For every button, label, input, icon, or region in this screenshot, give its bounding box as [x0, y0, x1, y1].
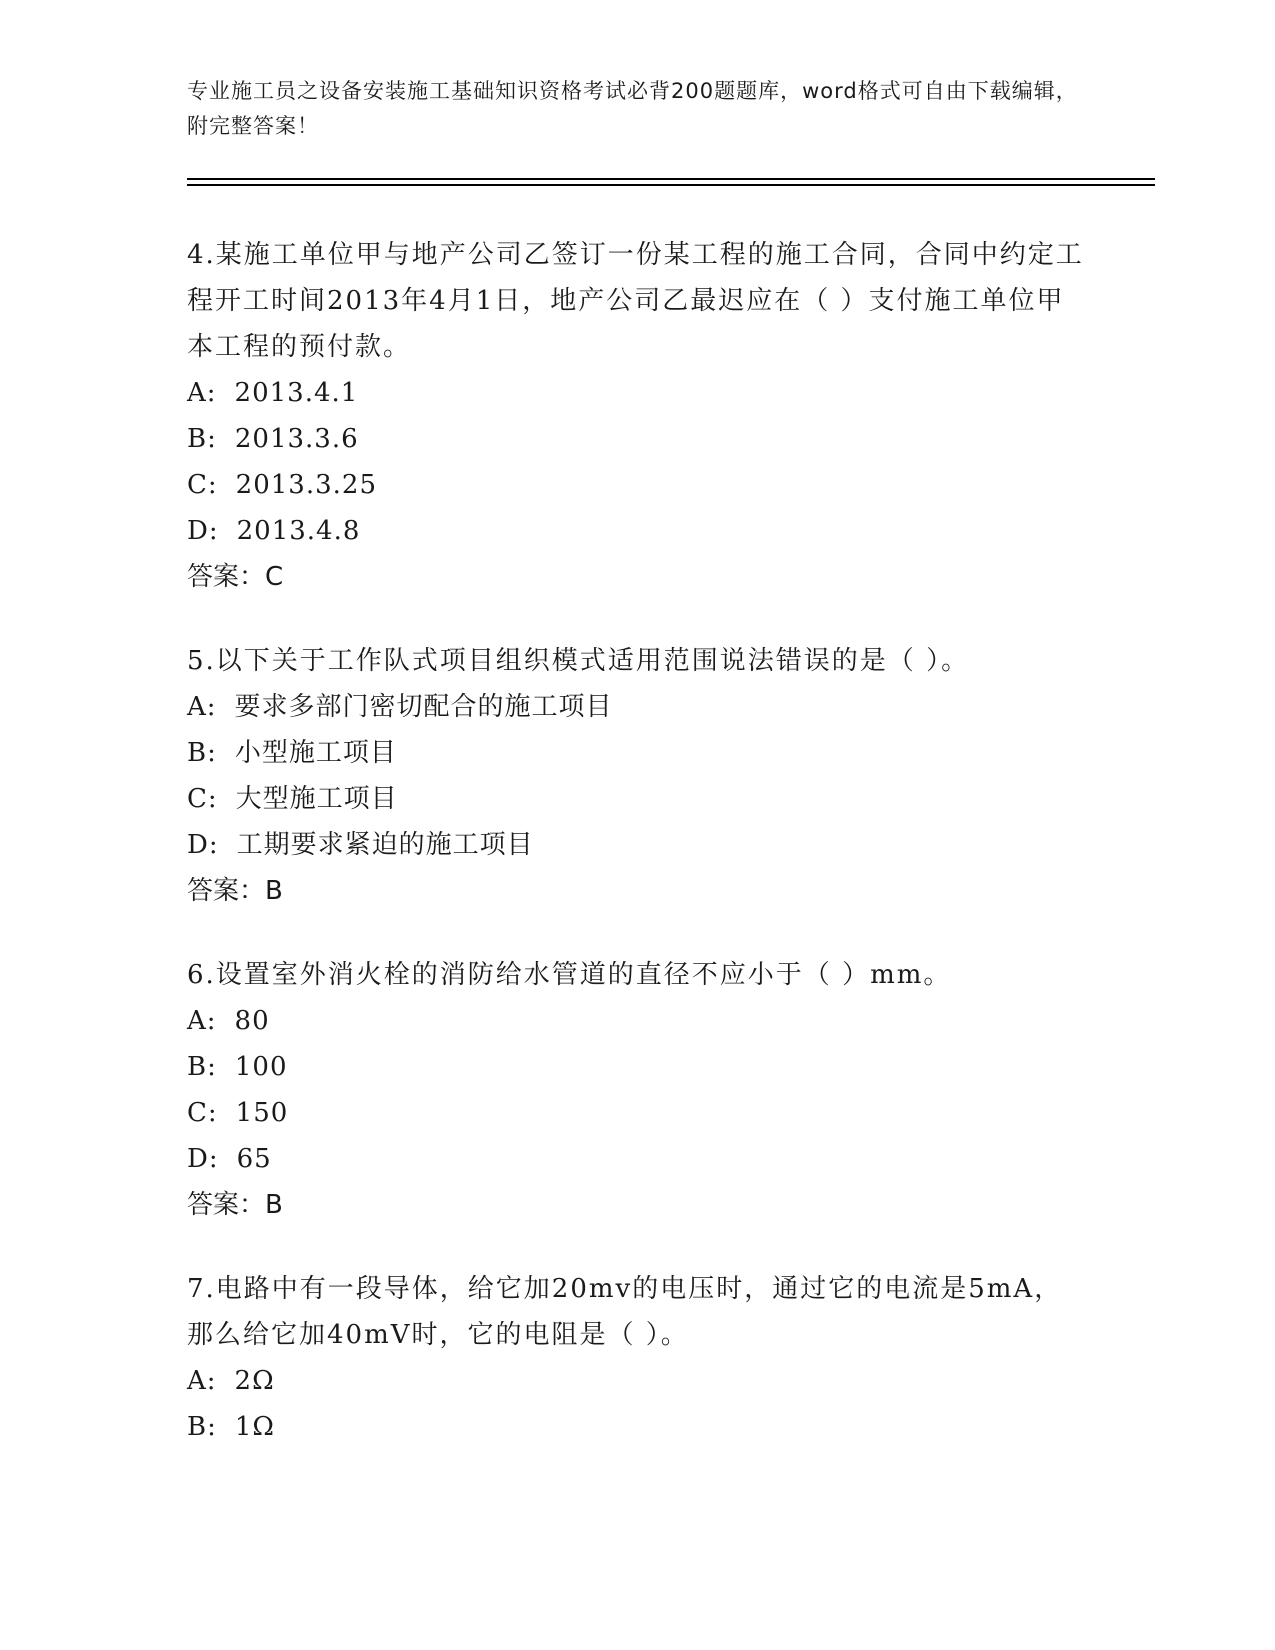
answer-line: 答案：B [187, 1190, 283, 1220]
option-d [187, 1136, 1087, 1182]
option-text: 80 [234, 1006, 270, 1036]
option-letter: C: [187, 1098, 218, 1128]
option-text: 100 [234, 1052, 288, 1082]
option-a [187, 370, 1087, 416]
option-text: 大型施工项目 [235, 784, 398, 814]
option-letter: B: [187, 1412, 217, 1442]
option-d [187, 508, 1087, 554]
question-text: 5.以下关于工作队式项目组织模式适用范围说法错误的是（ ）。 [187, 646, 970, 676]
option-letter: B: [187, 424, 217, 454]
option-text: 150 [235, 1098, 289, 1128]
option-b [187, 1404, 1087, 1450]
option-letter: B: [187, 1052, 217, 1082]
option-b [187, 730, 1087, 776]
option-text: 65 [236, 1144, 272, 1174]
option-letter: C: [187, 784, 218, 814]
option-text: 工期要求紧迫的施工项目 [236, 830, 534, 860]
option-text: 2Ω [234, 1366, 275, 1396]
header-divider-top [187, 178, 1155, 180]
option-letter: D: [187, 516, 219, 546]
option-a [187, 684, 1087, 730]
header-divider-bottom [187, 184, 1155, 186]
option-c [187, 1090, 1087, 1136]
option-d [187, 822, 1087, 868]
option-a [187, 1358, 1087, 1404]
option-text: 2013.3.25 [235, 470, 377, 500]
document-header: 专业施工员之设备安装施工基础知识资格考试必背200题题库，word格式可自由下载编辑，附完整答案！ [187, 79, 1078, 138]
option-text: 2013.4.8 [236, 516, 361, 546]
option-letter: A: [187, 378, 217, 408]
option-b [187, 416, 1087, 462]
question-5 [187, 638, 1087, 914]
option-text: 2013.4.1 [234, 378, 359, 408]
option-text: 1Ω [234, 1412, 275, 1442]
option-letter: A: [187, 1006, 217, 1036]
question-text: 4.某施工单位甲与地产公司乙签订一份某工程的施工合同，合同中约定工程开工时间2013年4月1日，地产公司乙最迟应在（ ）支付施工单位甲本工程的预付款。 [187, 240, 1084, 362]
option-text: 2013.3.6 [234, 424, 359, 454]
question-7 [187, 1266, 1087, 1450]
option-text: 要求多部门密切配合的施工项目 [234, 692, 613, 722]
option-letter: A: [187, 1366, 217, 1396]
option-letter: B: [187, 738, 217, 768]
question-text: 7.电路中有一段导体，给它加20mv的电压时，通过它的电流是5mA，那么给它加40mV时，它的电阻是（ ）。 [187, 1274, 1063, 1350]
answer-line: 答案：B [187, 876, 283, 906]
question-list [187, 232, 1087, 1488]
question-6 [187, 952, 1087, 1228]
question-text: 6.设置室外消火栓的消防给水管道的直径不应小于（ ）mm。 [187, 960, 952, 990]
option-letter: C: [187, 470, 218, 500]
question-4 [187, 232, 1087, 600]
answer-line: 答案：C [187, 562, 284, 592]
option-letter: D: [187, 830, 219, 860]
option-b [187, 1044, 1087, 1090]
option-letter: A: [187, 692, 217, 722]
option-a [187, 998, 1087, 1044]
option-text: 小型施工项目 [234, 738, 397, 768]
option-c [187, 776, 1087, 822]
option-c [187, 462, 1087, 508]
option-letter: D: [187, 1144, 219, 1174]
